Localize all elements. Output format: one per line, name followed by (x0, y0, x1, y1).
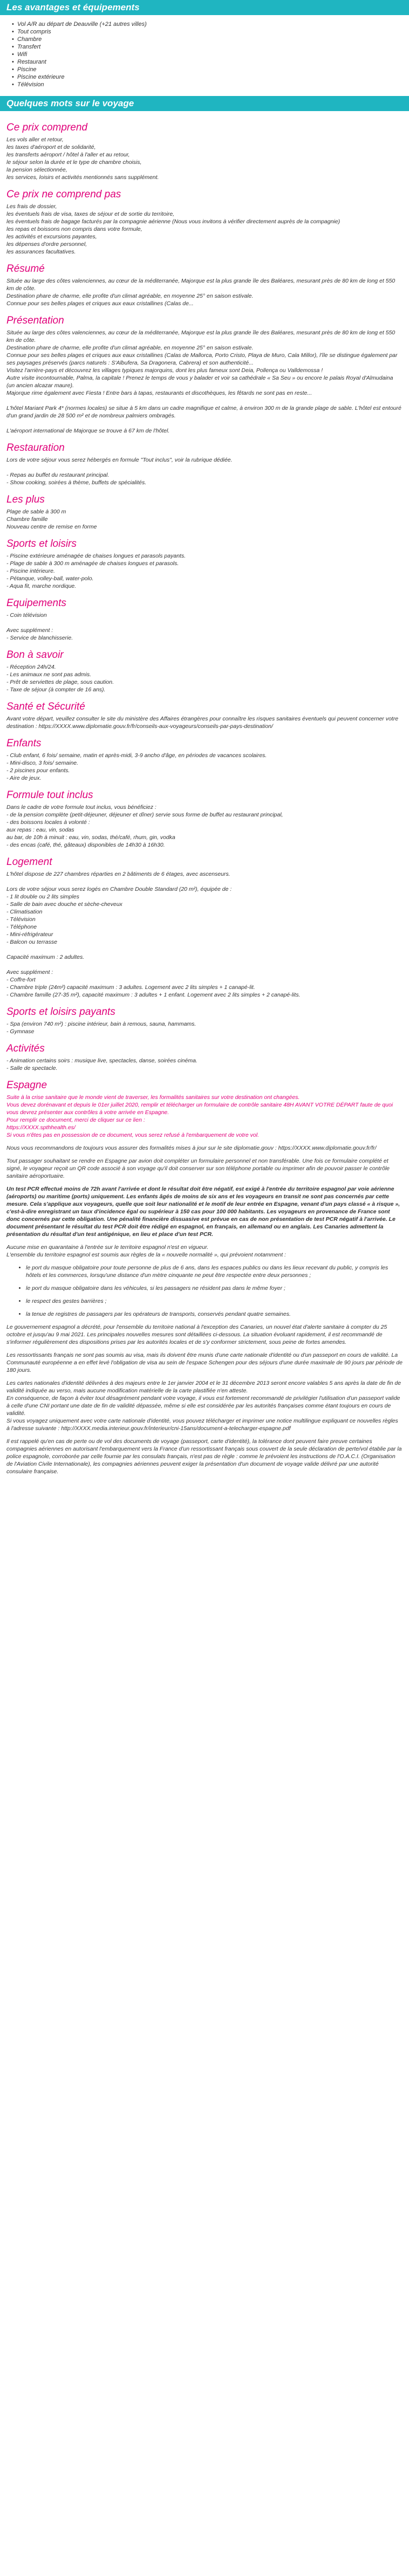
advantage-item: • Tout compris (17, 28, 409, 36)
section-heading: Formule tout inclus (6, 789, 93, 801)
section-heading: Sports et loisirs payants (6, 1006, 115, 1018)
rule-item: • le respect des gestes barrières ; (26, 1297, 403, 1305)
section-heading: Bon à savoir (6, 649, 64, 661)
advantage-item: • Restaurant (17, 58, 409, 66)
section-text: - Coin télévision Avec supplément : - Service de blanchisserie. (6, 612, 73, 641)
advantage-item: • Wifi (17, 51, 409, 58)
section-text: Plage de sable à 300 m Chambre famille Nouveau centre de remise en forme (6, 509, 97, 530)
espagne-alert-info: Le gouvernement espagnol a décrété, pour l'ensemble du territoire national à l'exception des Canaries, un nouvel état d'alerte sanitaire à compter du 25 octobre et jusqu'au 9 mai 2021. Les principales nouvelles mesures sont détaillées ci-dessous. La situation évoluant rapidement, il est recommandé de s'informer régulièrement des dispositions prises par les autorités locales et de s'y conformer strictement, sous peine de fortes amendes. (6, 1324, 387, 1345)
section-heading: Présentation (6, 315, 64, 326)
advantage-item: • Télévision (17, 81, 409, 88)
advantages-list (0, 20, 409, 88)
advantage-item: • Transfert (17, 43, 409, 51)
section-text: - Club enfant, 6 fois/ semaine, matin et après-midi, 3-9 ancho d'âge, en périodes de vacances scolaires. - Mini-disco, 3 fois/ semaine. - 2 piscines pour enfants. - Aire de jeux. (6, 752, 267, 781)
espagne-visa-info: Les ressortissants français ne sont pas soumis au visa, mais ils doivent être munis d'une carte nationale d'identité ou d'un passeport en cours de validité. La Communauté européenne a en effet levé l'obligation de visa au sein de l'espace Schengen pour des séjours d'une durée maximale de 90 jours par période de 180 jours. (6, 1352, 403, 1373)
section-text: Les frais de dossier, les éventuels frais de visa, taxes de séjour et de sortie du territoire, les éventuels frais de bagage facturés par la compagnie aérienne (Nous vous invitons à vérifier directement auprès de la compagnie) les repas et boissons non compris dans votre formule, les activités et excursions payantes, les dépenses d'ordre personnel, les assurances facultatives. (6, 203, 340, 255)
section-heading: Santé et Sécurité (6, 701, 85, 712)
espagne-rules-list (6, 1264, 403, 1318)
section-heading: Les plus (6, 494, 45, 505)
section-heading: Enfants (6, 738, 42, 749)
section-heading: Restauration (6, 442, 65, 454)
espagne-pcr-info: Un test PCR effectué moins de 72h avant l'arrivée et dont le résultat doit être négatif, est exigé à l'entrée du territoire espagnol par voie aérienne (aéroports) ou maritime (ports) uniquement. Les enfants âgés de moins de six ans et les voyageurs en transit ne sont pas concernés par cette mesure. Cela s'applique aux voyageurs, quelle que soit leur nationalité et le motif de leur entrée en Espagne, venant d'un pays classé « à risque », c'est-à-dire enregistrant un taux d'incidence égal ou supérieur à 150 cas pour 100 000 habitants. Les voyageurs en provenance de France sont donc concernés par cette obligation. Une pénalité financière dissuasive est prévue en cas de non présentation de test PCR négatif à l'arrivée. Le document présentant le résultat du test PCR doit être rédigé en espagnol, en français, en allemand ou en anglais. Les Canaries admettent la présentation du résultat d'un test antigénique, en lieu et place d'un test PCR. (6, 1186, 400, 1238)
voyage-content (0, 111, 409, 1492)
section-heading: Ce prix comprend (6, 122, 87, 133)
advantage-item: • Vol A/R au départ de Deauville (+21 autres villes) (17, 20, 409, 28)
espagne-form-info: Tout passager souhaitant se rendre en Espagne par avion doit compléter un formulaire personnel et non transférable. Une fois ce formulaire complété et signé, le voyageur reçoit un QR code associé à son voyage qu'il doit conserver sur son téléphone portable ou imprimer afin de pouvoir passer le contrôle sanitaire aéroportuaire. (6, 1158, 390, 1179)
section-text: Lors de votre séjour vous serez hébergés en formule "Tout inclus", voir la rubrique dédiée. - Repas au buffet du restaurant principal. - Show cooking, soirées à thème, buffets de spécialités. (6, 457, 233, 486)
section-text: Située au large des côtes valenciennes, au cœur de la méditerranée, Majorque est la plus grande île des Baléares, mesurant près de 80 km de long et 550 km de côte. Destination phare de charme, elle profite d'un climat agréable, en moyenne 25° en saison estivale. Connue pour ses belles plages et criques aux eaux cristallines (Calas de Mallorca, Porto Cristo, Playa de Muro, Cala Millor), l'île se distingue également par ses paysages préservés (parcs naturels : S'Albufera, Sa Dragonera, Cabrera) et son authenticité... Visitez l'arrière-pays et découvrez les villages typiques majorquins, dont les plus fameux sont Deia, Pollença ou Valldemossa ! Autre visite incontournable, Palma, la capitale ! Prenez le temps de vous y balader et voir sa cathédrale « Sa Seu » ou encore le palais Royal d'Almudaina (un ancien alcazar maure). Majorque rime également avec Fiesta ! Entre bars à tapas, restaurants et discothèques, les fêtards ne sont pas en reste... L'hôtel Mariant Park 4* (normes locales) se situe à 5 km dans un cadre magnifique et calme, à environ 300 m de la grande plage de sable. L'hôtel est entouré d'un grand jardin de 28 500 m² et de nombreux palmiers ombragés. L'aéroport international de Majorque se trouve à 67 km de l'hôtel. (6, 329, 401, 434)
espagne-heading: Espagne (6, 1080, 47, 1091)
rule-item: • le port du masque obligatoire dans les véhicules, si les passagers ne résident pas dans le même foyer ; (26, 1284, 403, 1292)
section-text: Dans le cadre de votre formule tout inclus, vous bénéficiez : - de la pension complète (petit-déjeuner, déjeuner et dîner) servie sous forme de buffet au restaurant principal, - des boissons locales à volonté : aux repas : eau, vin, sodas au bar, de 10h à minuit : eau, vin, sodas, thé/café, rhum, gin, vodka - des encas (café, thé, gâteaux) disponibles de 14h30 à 16h30. (6, 804, 283, 848)
section-text: Avant votre départ, veuillez consulter le site du ministère des Affaires étrangères pour connaître les risques sanitaires éventuels qui peuvent concerner votre destination : https://XXXX.www.diplomatie.gouv.fr/fr/conseils-aux-voyageurs/conseils-par-pays-destination/ (6, 716, 399, 730)
section-heading: Sports et loisirs (6, 538, 77, 549)
advantages-banner: Les avantages et équipements (0, 0, 409, 15)
section-heading: Activités (6, 1043, 45, 1054)
rule-item: • le port du masque obligatoire pour toute personne de plus de 6 ans, dans les espaces publics ou dans les lieux recevant du public, y compris les hôtels et les commerces, lorsqu'une distance d'un mètre cinquante ne peut être respectée entre deux personnes ; (26, 1264, 403, 1279)
espagne-warning: Suite à la crise sanitaire que le monde vient de traverser, les formalités sanitaires sur votre destination ont changées. Vous devez dorénavant et depuis le 01er juillet 2020, remplir et télécharger un formulaire de contrôle sanitaire 48H AVANT VOTRE DÉPART faute de quoi vous devrez présenter aux contrôles à votre arrivée en Espagne. Pour remplir ce document, merci de cliquer sur ce lien : https://XXXX.spthhealth.es/ Si vous n'êtes pas en possession de ce document, vous serez refusé à l'embarquement de votre vol. (6, 1094, 393, 1138)
section-heading: Résumé (6, 263, 45, 274)
section-heading: Logement (6, 856, 52, 868)
section-text: Les vols aller et retour, les taxes d'aéroport et de solidarité, les transferts aéroport / hôtel à l'aller et au retour, le séjour selon la durée et le type de chambre choisis, la pension sélectionnée, les services, loisirs et activités mentionnés sans supplément. (6, 136, 159, 181)
voyage-sections (6, 122, 403, 1072)
advantage-item: • Piscine (17, 66, 409, 73)
section-text: - Animation certains soirs : musique live, spectacles, danse, soirées cinéma. - Salle de spectacle. (6, 1057, 197, 1071)
section-text: - Piscine extérieure aménagée de chaises longues et parasols payants. - Plage de sable à 300 m aménagée de chaises longues et parasols. - Piscine intérieure. - Pétanque, volley-ball, water-polo. - Aqua fit, marche nordique. (6, 553, 186, 589)
section-text: - Réception 24h/24. - Les animaux ne sont pas admis. - Prêt de serviettes de plage, sous caution. - Taxe de séjour (à compter de 16 ans). (6, 664, 114, 693)
espagne-quarantine-info: Aucune mise en quarantaine à l'entrée sur le territoire espagnol n'est en vigueur. L'ensemble du territoire espagnol est soumis aux règles de la « nouvelle normalité », qui prévoient notamment : (6, 1244, 286, 1258)
espagne-formalities: Nous vous recommandons de toujours vous assurer des formalités mises à jour sur le site diplomatie.gouv : https://XXXX.www.diplomatie.gouv.fr/fr/ (6, 1145, 377, 1151)
rule-item: • la tenue de registres de passagers par les opérateurs de transports, conservés pendant quatre semaines. (26, 1310, 403, 1318)
voyage-banner: Quelques mots sur le voyage (0, 96, 409, 111)
advantage-item: • Piscine extérieure (17, 73, 409, 81)
advantage-item: • Chambre (17, 36, 409, 43)
espagne-cni-info: Les cartes nationales d'identité délivrées à des majeurs entre le 1er janvier 2004 et le 31 décembre 2013 seront encore valables 5 ans après la date de fin de validité indiquée au verso, mais aucune modification matérielle de la carte plastifiée n'en atteste. En conséquence, de façon à éviter tout désagrément pendant votre voyage, il vous est fortement recommandé de privilégier l'utilisation d'un passeport valide à celle d'une CNI portant une date de fin de validité dépassée, même si elle est considérée par les autorités françaises comme étant toujours en cours de validité. Si vous voyagez uniquement avec votre carte nationale d'identité, vous pouvez télécharger et imprimer une notice multilingue expliquant ce nouvelles règles à l'adresse suivante : http://XXXX.media.interieur.gouv.fr/interieur/cni-15ans/document-a-telecharger-espagne.pdf (6, 1380, 401, 1432)
espagne-loss-info: Il est rappelé qu'en cas de perte ou de vol des documents de voyage (passeport, carte d'identité), la tolérance dont peuvent faire preuve certaines compagnies aériennes en autorisant l'embarquement vers la France d'un ressortissant français sous couvert de la seule déclaration de perte/vol établie par la police espagnole, corroborée par celle fournie par les consulats français, n'est pas de règle : comme le prévoient les instructions de l'O.A.C.I. (Organisation de l'Aviation Civile Internationale), les compagnies aériennes peuvent exiger la présentation d'un document de voyage valide délivré par une autorité consulaire française. (6, 1438, 402, 1475)
section-heading: Ce prix ne comprend pas (6, 189, 121, 200)
section-text: L'hôtel dispose de 227 chambres réparties en 2 bâtiments de 6 étages, avec ascenseurs. Lors de votre séjour vous serez logés en Chambre Double Standard (20 m²), équipée de : - 1 lit double ou 2 lits simples - Salle de bain avec douche et sèche-cheveux - Climatisation - Télévision - Téléphone - Mini-réfrigérateur - Balcon ou terrasse Capacité maximum : 2 adultes. Avec supplément : - Coffre-fort - Chambre triple (24m²) capacité maximum : 3 adultes. Logement avec 2 lits simples + 1 canapé-lit. - Chambre famille (27-35 m²), capacité maximum : 3 adultes + 1 enfant. Logement avec 2 lits simples + 2 canapé-lits. (6, 871, 301, 998)
section-text: Située au large des côtes valenciennes, au cœur de la méditerranée, Majorque est la plus grande île des Baléares, mesurant près de 80 km de long et 550 km de côte. Destination phare de charme, elle profite d'un climat agréable, en moyenne 25° en saison estivale. Connue pour ses belles plages et criques aux eaux cristallines (Calas de... (6, 278, 396, 307)
section-heading: Equipements (6, 597, 66, 609)
section-text: - Spa (environ 740 m²) : piscine intérieur, bain à remous, sauna, hammams. - Gymnase (6, 1021, 196, 1035)
